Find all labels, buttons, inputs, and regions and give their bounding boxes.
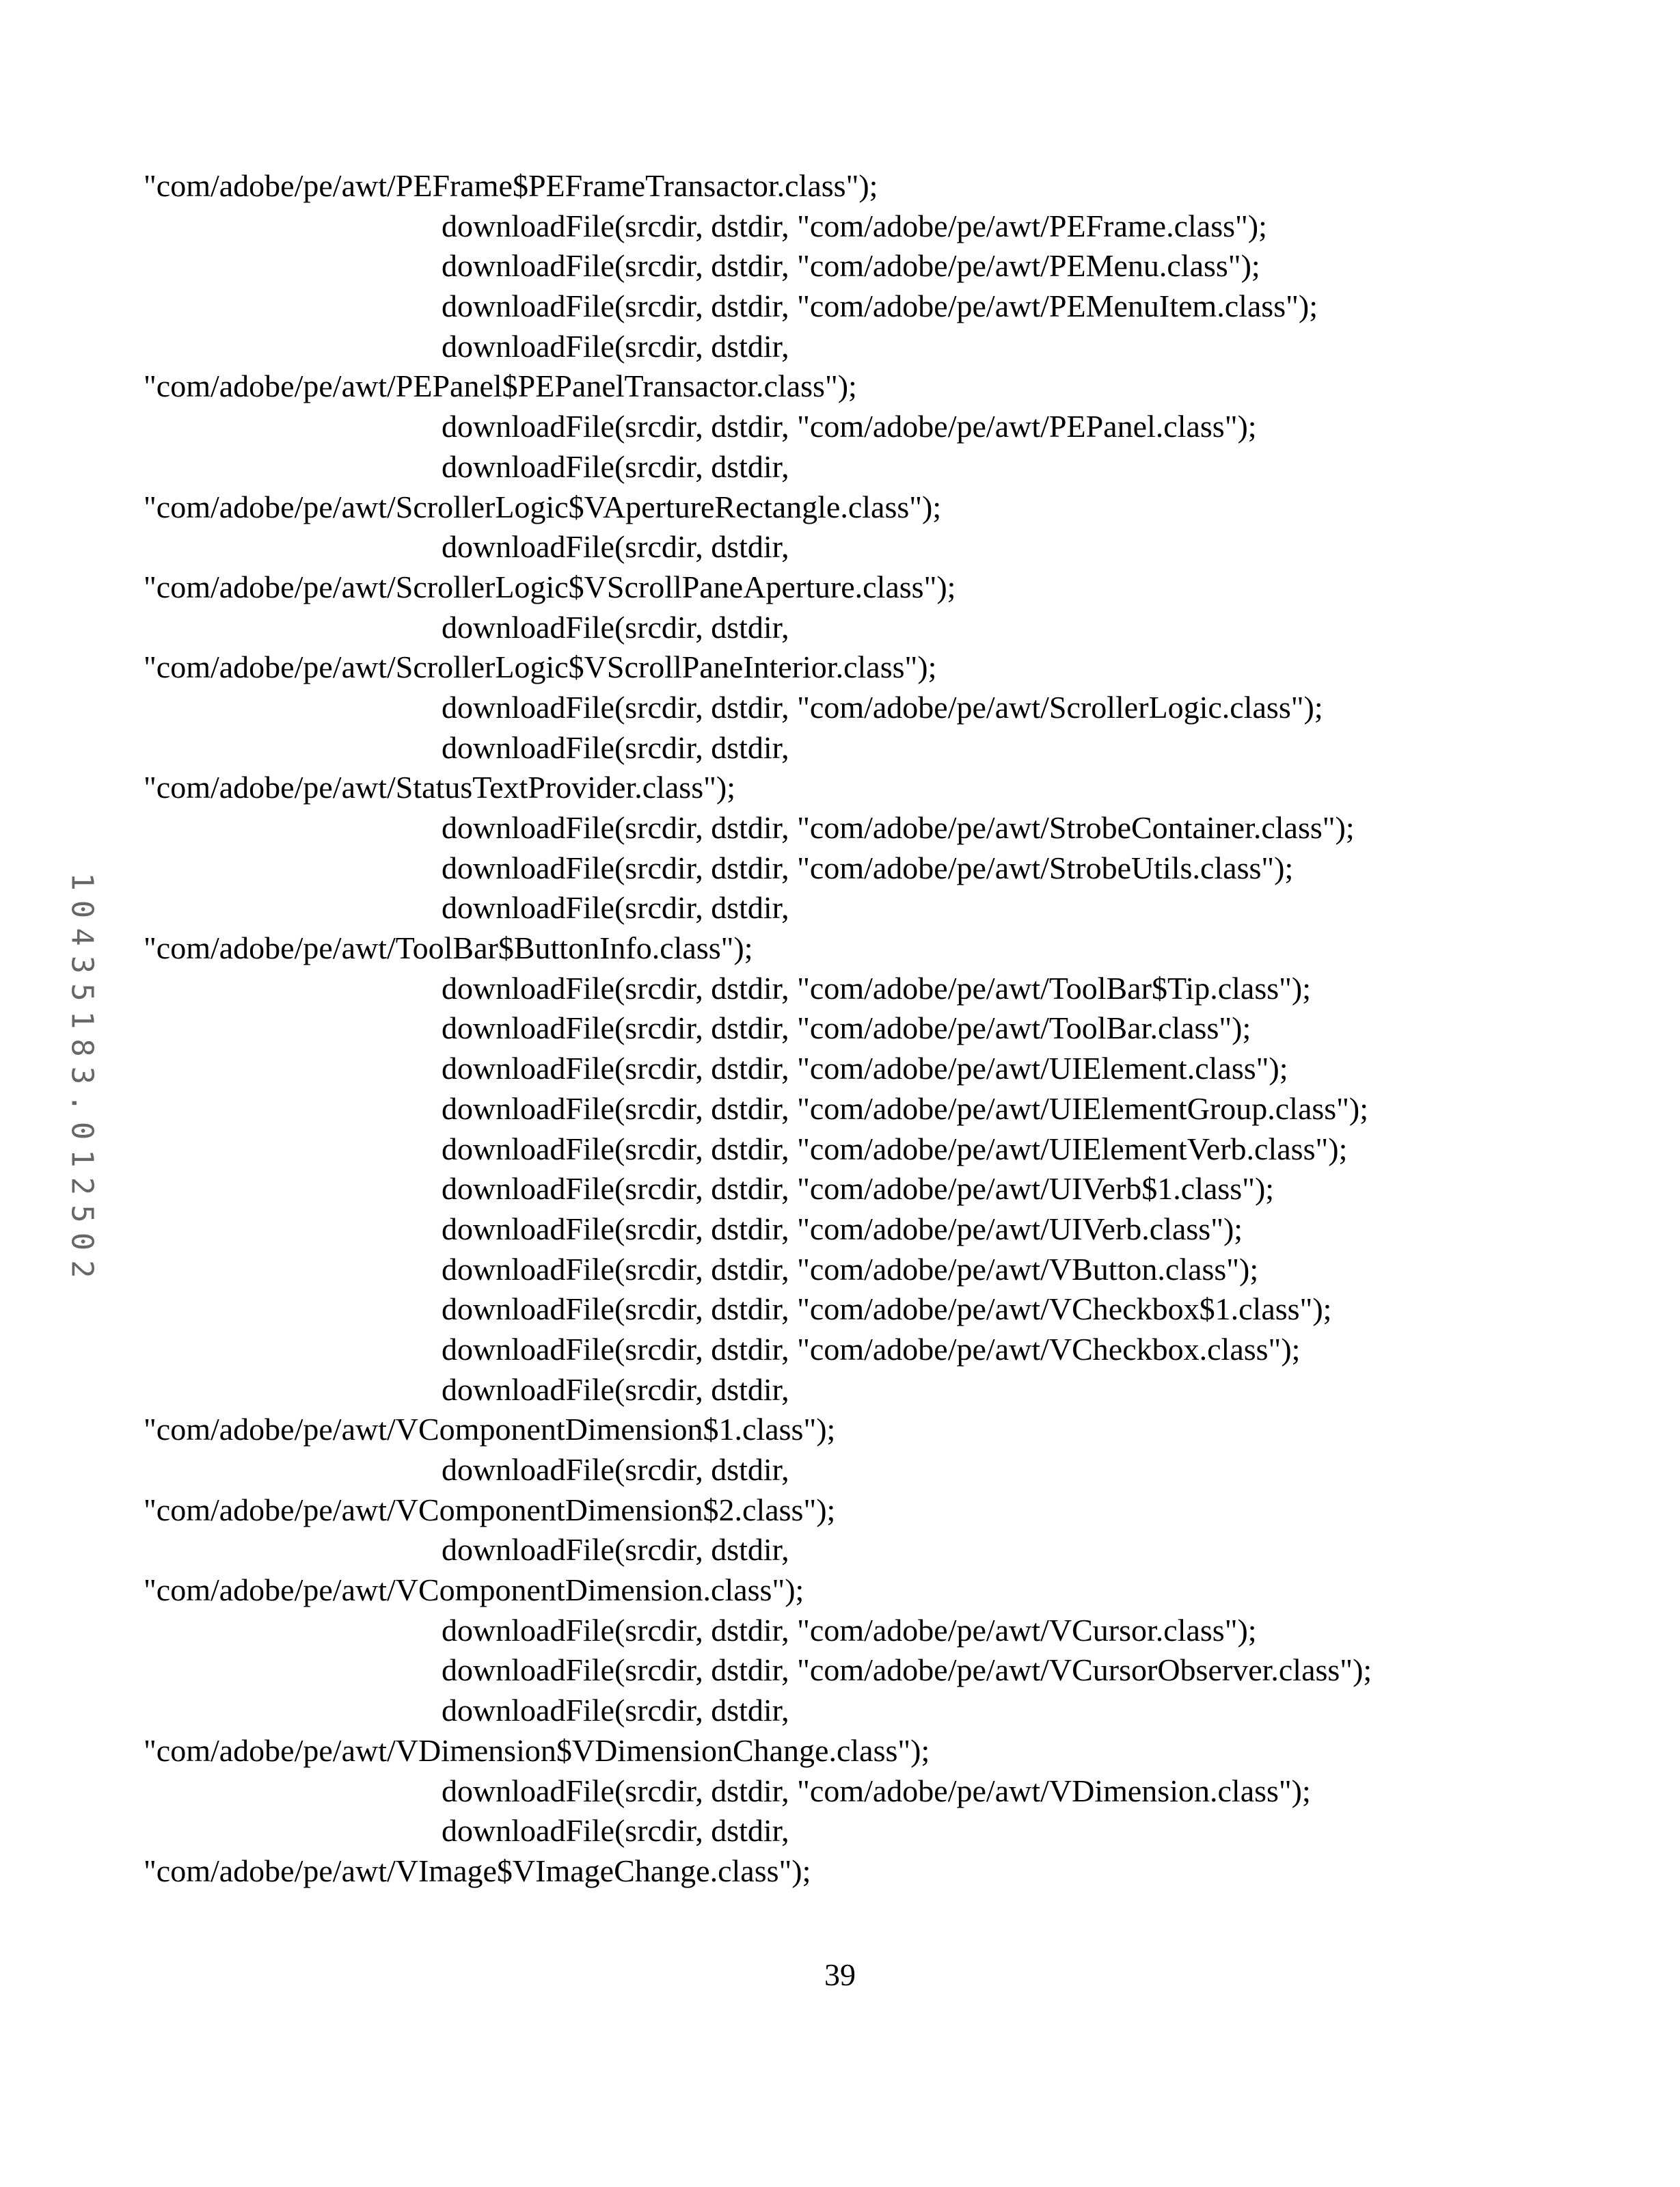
page-number: 39 <box>0 1957 1680 1993</box>
code-line: downloadFile(srcdir, dstdir, <box>0 1691 1680 1731</box>
code-line: downloadFile(srcdir, dstdir, "com/adobe/pe/awt/VCheckbox$1.class"); <box>0 1289 1680 1330</box>
code-line: downloadFile(srcdir, dstdir, "com/adobe/pe/awt/VButton.class"); <box>0 1250 1680 1290</box>
code-line: "com/adobe/pe/awt/VComponentDimension.class"); <box>0 1570 1680 1611</box>
code-line: downloadFile(srcdir, dstdir, <box>0 1530 1680 1570</box>
code-line: downloadFile(srcdir, dstdir, "com/adobe/pe/awt/StrobeUtils.class"); <box>0 848 1680 889</box>
code-line: downloadFile(srcdir, dstdir, "com/adobe/pe/awt/VCursor.class"); <box>0 1611 1680 1651</box>
code-line: downloadFile(srcdir, dstdir, "com/adobe/pe/awt/ToolBar$Tip.class"); <box>0 969 1680 1009</box>
code-line: "com/adobe/pe/awt/VDimension$VDimensionChange.class"); <box>0 1731 1680 1771</box>
code-line: downloadFile(srcdir, dstdir, <box>0 327 1680 367</box>
code-line: downloadFile(srcdir, dstdir, "com/adobe/pe/awt/ToolBar.class"); <box>0 1008 1680 1049</box>
code-line: "com/adobe/pe/awt/ToolBar$ButtonInfo.class"); <box>0 928 1680 969</box>
code-line: downloadFile(srcdir, dstdir, "com/adobe/pe/awt/VCheckbox.class"); <box>0 1330 1680 1370</box>
code-line: "com/adobe/pe/awt/VImage$VImageChange.class"); <box>0 1851 1680 1892</box>
code-line: downloadFile(srcdir, dstdir, "com/adobe/pe/awt/ScrollerLogic.class"); <box>0 688 1680 728</box>
code-line: "com/adobe/pe/awt/ScrollerLogic$VApertureRectangle.class"); <box>0 487 1680 528</box>
code-listing <box>0 166 1680 1892</box>
code-line: downloadFile(srcdir, dstdir, <box>0 447 1680 487</box>
code-line: downloadFile(srcdir, dstdir, "com/adobe/pe/awt/VDimension.class"); <box>0 1771 1680 1812</box>
side-stamp: 10435183.012502 <box>65 872 100 1287</box>
code-line: downloadFile(srcdir, dstdir, <box>0 527 1680 567</box>
code-line: downloadFile(srcdir, dstdir, "com/adobe/pe/awt/UIElement.class"); <box>0 1049 1680 1089</box>
code-line: downloadFile(srcdir, dstdir, "com/adobe/pe/awt/StrobeContainer.class"); <box>0 808 1680 848</box>
code-line: downloadFile(srcdir, dstdir, "com/adobe/pe/awt/PEPanel.class"); <box>0 407 1680 447</box>
code-line: "com/adobe/pe/awt/PEFrame$PEFrameTransactor.class"); <box>0 166 1680 206</box>
code-line: downloadFile(srcdir, dstdir, "com/adobe/pe/awt/PEFrame.class"); <box>0 206 1680 247</box>
code-line: downloadFile(srcdir, dstdir, <box>0 888 1680 928</box>
code-line: "com/adobe/pe/awt/PEPanel$PEPanelTransactor.class"); <box>0 366 1680 407</box>
code-line: downloadFile(srcdir, dstdir, <box>0 1370 1680 1410</box>
code-line: downloadFile(srcdir, dstdir, "com/adobe/pe/awt/UIElementGroup.class"); <box>0 1089 1680 1129</box>
code-line: "com/adobe/pe/awt/ScrollerLogic$VScrollPaneInterior.class"); <box>0 647 1680 688</box>
code-line: "com/adobe/pe/awt/ScrollerLogic$VScrollPaneAperture.class"); <box>0 567 1680 608</box>
code-line: "com/adobe/pe/awt/VComponentDimension$1.class"); <box>0 1410 1680 1450</box>
code-line: downloadFile(srcdir, dstdir, "com/adobe/pe/awt/UIElementVerb.class"); <box>0 1129 1680 1170</box>
code-line: downloadFile(srcdir, dstdir, "com/adobe/pe/awt/UIVerb$1.class"); <box>0 1169 1680 1209</box>
code-line: downloadFile(srcdir, dstdir, "com/adobe/pe/awt/PEMenu.class"); <box>0 246 1680 286</box>
code-line: downloadFile(srcdir, dstdir, "com/adobe/pe/awt/VCursorObserver.class"); <box>0 1650 1680 1691</box>
code-line: downloadFile(srcdir, dstdir, <box>0 1811 1680 1851</box>
code-line: downloadFile(srcdir, dstdir, <box>0 1450 1680 1490</box>
code-line: downloadFile(srcdir, dstdir, "com/adobe/pe/awt/UIVerb.class"); <box>0 1209 1680 1250</box>
code-line: downloadFile(srcdir, dstdir, <box>0 728 1680 768</box>
code-line: "com/adobe/pe/awt/StatusTextProvider.class"); <box>0 768 1680 808</box>
code-line: "com/adobe/pe/awt/VComponentDimension$2.class"); <box>0 1490 1680 1531</box>
code-line: downloadFile(srcdir, dstdir, "com/adobe/pe/awt/PEMenuItem.class"); <box>0 286 1680 327</box>
code-line: downloadFile(srcdir, dstdir, <box>0 608 1680 648</box>
